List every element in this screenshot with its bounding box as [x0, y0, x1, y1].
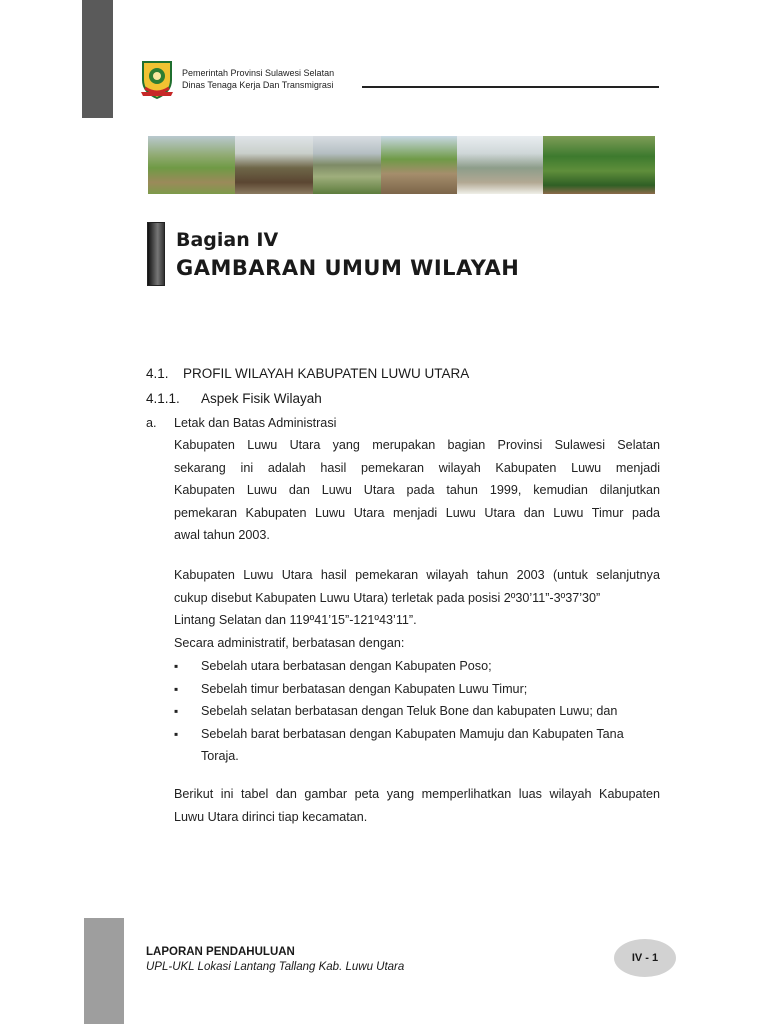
page-number: IV - 1: [631, 952, 659, 964]
photo-irrigation-field: [313, 136, 381, 194]
list-item: ▪ Sebelah utara berbatasan dengan Kabupaten Poso;: [174, 655, 660, 678]
photo-banner: [148, 136, 655, 194]
boundary-list: [174, 655, 660, 768]
paragraph-2-line: Kabupaten Luwu Utara hasil pemekaran wilayah tahun 2003 (untuk selanjutnya: [174, 568, 660, 582]
page-number-badge: [614, 939, 676, 977]
paragraph-2-line: Secara administratif, berbatasan dengan:: [174, 635, 405, 650]
paragraph-1-line: awal tahun 2003.: [174, 528, 270, 542]
section-title: PROFIL WILAYAH KABUPATEN LUWU UTARA: [183, 366, 470, 381]
header-rule: [362, 86, 659, 88]
provincial-crest-icon: [137, 58, 177, 100]
chapter-label: Bagian IV: [176, 229, 279, 251]
item-a-title: Letak dan Batas Administrasi: [174, 416, 337, 430]
paragraph-3: [174, 783, 660, 828]
top-side-bar: [82, 0, 113, 118]
photo-aerial-settlement: [148, 136, 235, 194]
section-number: 4.1.: [146, 366, 169, 381]
paragraph-1: [174, 434, 660, 547]
header-institution: [182, 67, 334, 91]
paragraph-2-line: Lintang Selatan dan 119º41’15”-121º43’11”.: [174, 613, 417, 627]
header-line2: Dinas Tenaga Kerja Dan Transmigrasi: [182, 80, 334, 90]
list-item: ▪ Sebelah barat berbatasan dengan Kabupaten Mamuju dan Kabupaten Tana Toraja.: [174, 723, 660, 768]
paragraph-1-line: Kabupaten Luwu Utara yang merupakan bagian Provinsi Sulawesi Selatan: [174, 438, 660, 452]
paragraph-1-line: Kabupaten Luwu dan Luwu Utara pada tahun 1999, kemudian dilanjutkan: [174, 483, 660, 497]
chapter-marker: [147, 222, 165, 286]
paragraph-2-line: cukup disebut Kabupaten Luwu Utara) terletak pada posisi 2º30’11”-3º37’30”: [174, 590, 601, 605]
photo-house: [457, 136, 543, 194]
list-item: ▪ Sebelah selatan berbatasan dengan Teluk Bone dan kabupaten Luwu; dan: [174, 700, 660, 723]
bottom-side-bar: [84, 918, 124, 1024]
photo-plowing-field: [381, 136, 457, 194]
photo-village-road: [235, 136, 313, 194]
list-item: ▪ Sebelah timur berbatasan dengan Kabupaten Luwu Timur;: [174, 678, 660, 701]
paragraph-1-line: sekarang ini adalah hasil pemekaran wilayah Kabupaten Luwu menjadi: [174, 460, 660, 475]
item-a-marker: a.: [146, 416, 157, 430]
subsection-number: 4.1.1.: [146, 391, 180, 406]
paragraph-2: [174, 564, 660, 654]
paragraph-3-line: Luwu Utara dirinci tiap kecamatan.: [174, 809, 368, 824]
chapter-title: GAMBARAN UMUM WILAYAH: [176, 256, 520, 280]
header-line1: Pemerintah Provinsi Sulawesi Selatan: [182, 68, 335, 78]
footer-title: LAPORAN PENDAHULUAN: [146, 946, 295, 958]
item-a-heading: [146, 412, 666, 435]
footer-subtitle: UPL-UKL Lokasi Lantang Tallang Kab. Luwu Utara: [146, 961, 405, 973]
paragraph-3-line: Berikut ini tabel dan gambar peta yang memperlihatkan luas wilayah Kabupaten: [174, 787, 660, 801]
subsection-title: Aspek Fisik Wilayah: [201, 391, 322, 406]
paragraph-1-line: pemekaran Kabupaten Luwu Utara menjadi Luwu Utara dan Luwu Timur pada: [174, 505, 660, 520]
photo-vegetable-farm: [543, 136, 655, 194]
